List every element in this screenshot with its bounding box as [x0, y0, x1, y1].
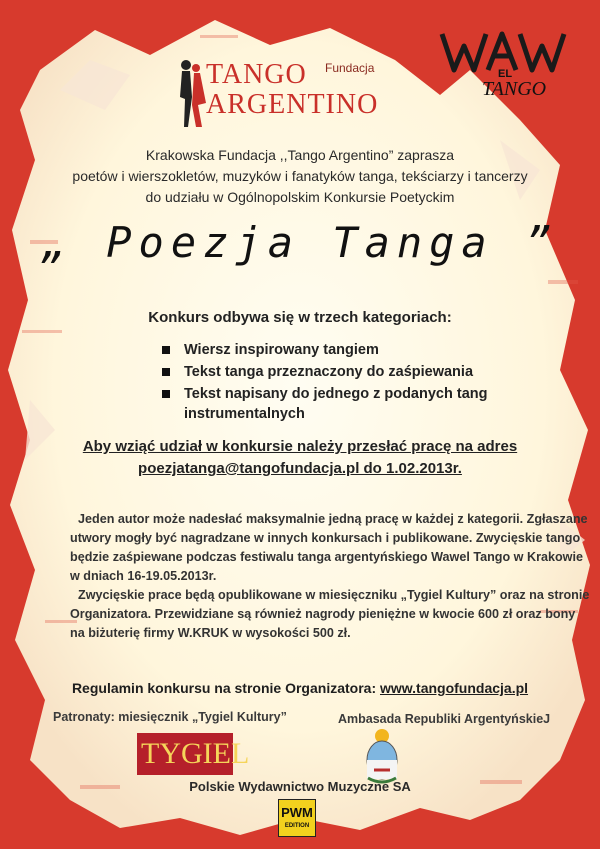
tango-argentino-logo: [170, 55, 390, 135]
dancing-couple-icon: [170, 57, 210, 129]
argentina-emblem-icon: [358, 726, 406, 784]
list-item: [158, 362, 518, 382]
list-item: [158, 340, 518, 360]
pwm-logo-text: PWM: [281, 805, 313, 820]
patronat-embassy: Ambasada Republiki ArgentyńskieJ: [338, 712, 551, 726]
bullet-icon: [162, 346, 170, 354]
bullet-icon: [162, 390, 170, 398]
category-label: Wiersz inspirowany tangiem: [184, 342, 379, 358]
submission-info: [0, 436, 600, 480]
fundacja-label: Fundacja: [325, 61, 375, 75]
pwm-logo-subtext: EDITION: [284, 823, 310, 829]
bullet-icon: [162, 368, 170, 376]
tygiel-logo: [137, 733, 250, 775]
category-label: Tekst napisany do jednego z podanych tang instrumentalnych: [184, 386, 488, 422]
wawel-tango-text: TANGO: [482, 78, 547, 100]
rules-text-2: Zwycięskie prace będą opublikowane w miesięczniku „Tygiel Kultury” oraz na stronie Organizatora. Przewidziane są również nagrody pieniężne w kwocie 600 zł oraz bony na biżuterię firmy W.KRUK w wysokości 500 zł.: [70, 588, 590, 640]
invitation-line: Krakowska Fundacja ,,Tango Argentino” zaprasza: [145, 147, 455, 163]
rules-paragraph: [70, 510, 590, 643]
rules-text-1: Jeden autor może nadesłać maksymalnie jedną pracę w każdej z kategorii. Zgłaszane utwory mogły być nagradzane w innych konkursach i publikowane. Zwycięskie tango będzie zaśpiewane podczas festiwalu tanga argentyńskiego Wawel Tango w Krakowie w dniach 16-19.05.2013r.: [70, 512, 588, 583]
pwm-name: Polskie Wydawnictwo Muzyczne SA: [189, 779, 411, 794]
regulamin-text: Regulamin konkursu na stronie Organizatora:: [71, 680, 380, 696]
categories-heading: Konkurs odbywa się w trzech kategoriach:: [148, 309, 452, 326]
contest-title: „ Poezja Tanga ”: [41, 218, 559, 267]
wawel-tango-logo: [436, 26, 576, 106]
category-label: Tekst tanga przeznaczony do zaśpiewania: [184, 364, 474, 380]
pwm-logo: [278, 799, 316, 837]
submission-line: Aby wziąć udział w konkursie należy przesłać pracę na adres: [82, 438, 518, 455]
logo-argentino-word: ARGENTINO: [206, 89, 379, 120]
tygiel-logo-text: TYGIEL: [141, 737, 250, 770]
logo-tango-word: TANGO: [206, 59, 307, 90]
patronat-tygiel: Patronaty: miesięcznik „Tygiel Kultury”: [53, 710, 287, 724]
list-item: [158, 384, 518, 424]
category-list: [158, 340, 518, 426]
website-link[interactable]: www.tangofundacja.pl: [380, 680, 529, 696]
regulamin-line: [0, 680, 600, 696]
invitation-line: poetów i wierszokletów, muzyków i fanatyków tanga, tekściarzy i tancerzy: [72, 168, 528, 184]
submission-email-line[interactable]: poezjatanga@tangofundacja.pl do 1.02.2013r.: [138, 460, 462, 477]
wawel-el-text: EL: [498, 68, 513, 80]
invitation-line: do udziału w Ogólnopolskim Konkursie Poetyckim: [145, 189, 455, 205]
invitation-text: [0, 145, 600, 208]
